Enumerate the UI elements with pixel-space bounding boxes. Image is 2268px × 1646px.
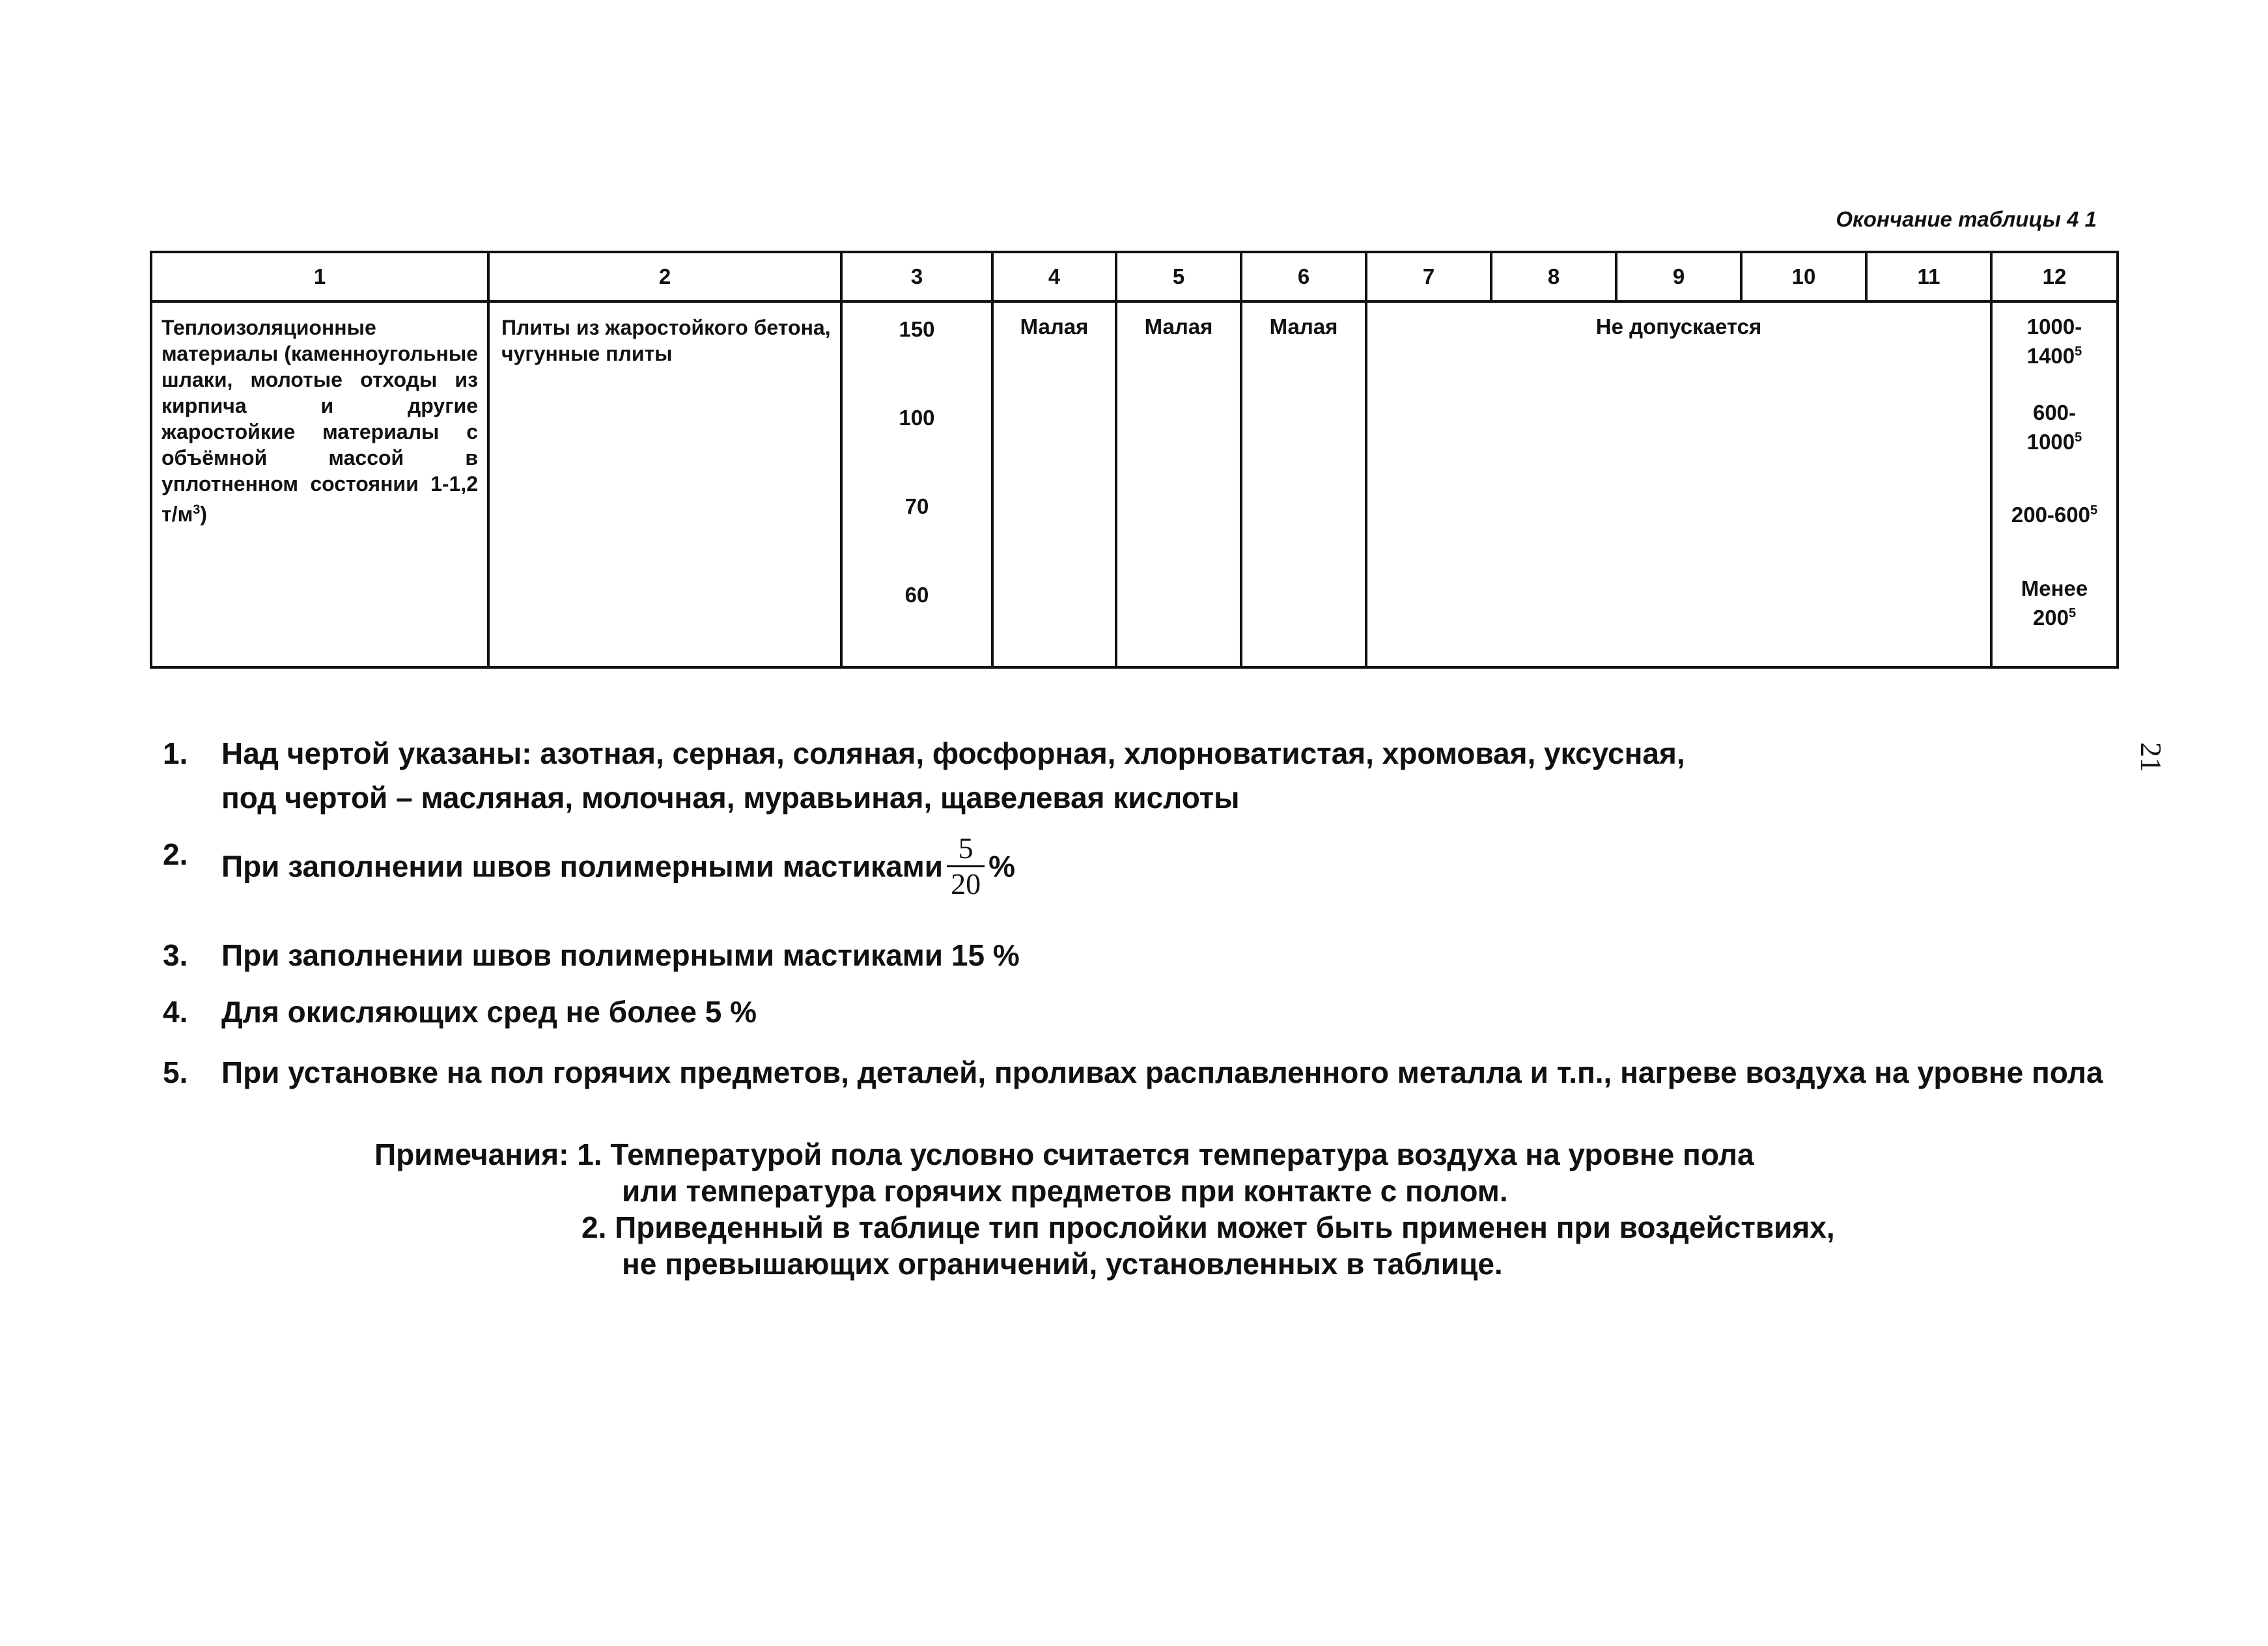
footnote-text: При заполнении швов полимерными мастиками	[221, 849, 944, 884]
col12-line: 1400	[2026, 344, 2075, 368]
footnote-number: 5.	[163, 1055, 188, 1089]
footnote-text: Для окисляющих сред не более 5 %	[221, 995, 757, 1029]
remarks-label: Примечания	[374, 1137, 559, 1171]
header-cell: 10	[1741, 252, 1866, 301]
footnote-number: 2.	[163, 837, 188, 871]
footnote-number: 3.	[163, 938, 188, 972]
remarks-line: 2. Приведенный в таблице тип прослойки может быть применен при воздействиях,	[581, 1210, 1835, 1244]
fraction	[947, 831, 985, 901]
table-row	[151, 301, 2118, 667]
col12-item	[1993, 498, 2116, 527]
col12-line: 600-	[2032, 400, 2077, 425]
remarks-line: не превышающих ограничений, установленных в таблице.	[622, 1247, 1503, 1281]
col12-line: 1000	[2026, 430, 2075, 454]
product-cell: Плиты из жаростойкого бетона, чугунные плиты	[488, 301, 841, 667]
col12-sup: 5	[2075, 430, 2082, 445]
col12-line: 200-600	[2011, 503, 2090, 527]
page-number: 21	[2135, 742, 2168, 772]
col12-sup: 5	[2068, 606, 2077, 621]
fraction-numerator: 5	[947, 831, 985, 867]
header-cell: 6	[1241, 252, 1366, 301]
header-cell: 4	[992, 252, 1116, 301]
col12-sup: 5	[2090, 503, 2098, 518]
header-row	[151, 252, 2118, 301]
col4-cell: Малая	[992, 301, 1116, 667]
col12-line: 1000-	[2026, 314, 2082, 339]
footnote-text: Над чертой указаны: азотная, серная, соляная, фосфорная, хлорноватистая, хромовая, уксусная,	[221, 736, 1685, 770]
col12-item	[1993, 314, 2116, 369]
col12-item	[1993, 400, 2116, 454]
footnote-text: под чертой – масляная, молочная, муравьиная, щавелевая кислоты	[221, 781, 1240, 815]
remarks-line: или температура горячих предметов при контакте с полом.	[622, 1174, 1508, 1208]
remarks-block	[374, 1136, 1835, 1282]
col12-line: 200	[2032, 606, 2069, 630]
header-cell: 8	[1491, 252, 1616, 301]
footnote-text: При заполнении швов полимерными мастиками 15 %	[221, 938, 1020, 972]
value-item: 70	[904, 494, 929, 518]
data-table	[150, 251, 2119, 669]
col5-cell: Малая	[1116, 301, 1241, 667]
header-cell: 2	[488, 252, 841, 301]
value-item: 60	[904, 583, 929, 607]
material-text: Теплоизоляционные материалы (каменноугольные шлаки, молотые отходы из кирпича и другие жаростойкие материалы с объёмной массой в уплотненном состоянии 1-1,2 т/м	[161, 316, 478, 526]
col6-cell: Малая	[1241, 301, 1366, 667]
footnote-number: 1.	[163, 736, 188, 770]
fraction-denominator: 20	[951, 867, 981, 900]
header-cell: 9	[1616, 252, 1741, 301]
footnote-text-row	[221, 831, 1015, 901]
footnote-number: 4.	[163, 995, 188, 1029]
col12-item	[1993, 576, 2116, 630]
footnote-text: При установке на пол горячих предметов, деталей, проливах расплавленного металла и т.п., нагреве воздуха на уровне пола	[221, 1055, 2103, 1089]
header-cell: 11	[1866, 252, 1991, 301]
header-cell: 1	[151, 252, 488, 301]
remarks-line: : 1. Температурой пола условно считается температура воздуха на уровне пола	[559, 1137, 1754, 1171]
col12-line: Менее	[2021, 576, 2088, 600]
value-item: 150	[899, 317, 935, 341]
col12-sup: 5	[2075, 344, 2082, 359]
header-cell: 12	[1991, 252, 2118, 301]
header-cell: 7	[1366, 252, 1491, 301]
value-cell	[841, 301, 992, 667]
col12-cell	[1991, 301, 2118, 667]
table-caption: Окончание таблицы 4 1	[1836, 207, 2097, 231]
material-tail: )	[200, 502, 208, 526]
header-cell: 5	[1116, 252, 1241, 301]
fraction-unit: %	[988, 849, 1015, 884]
material-sup: 3	[193, 503, 201, 517]
header-cell: 3	[841, 252, 992, 301]
material-cell	[151, 301, 488, 667]
value-item: 100	[899, 406, 935, 430]
not-allowed-cell: Не допускается	[1366, 301, 1991, 667]
